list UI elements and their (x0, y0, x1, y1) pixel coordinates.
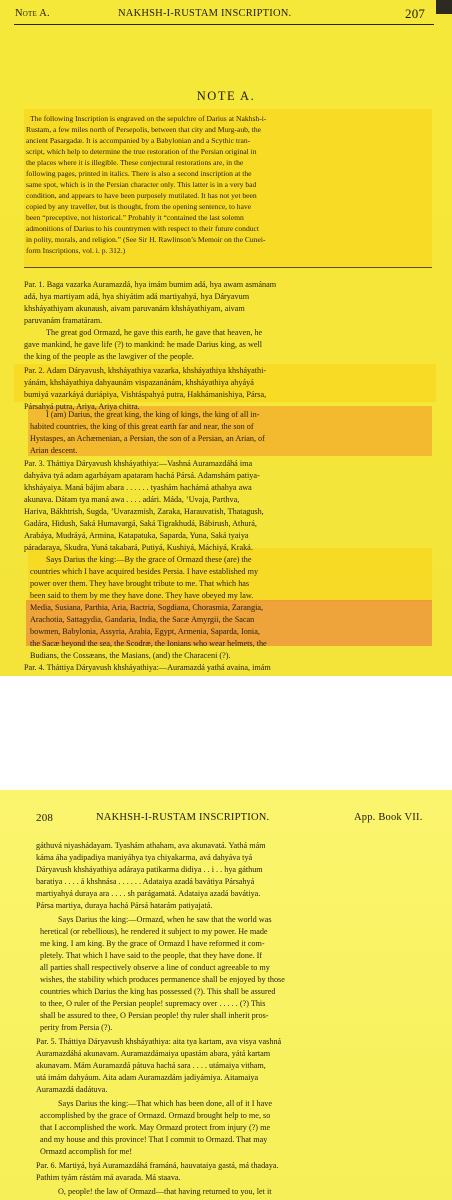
par5-line: Auramazdá dadátuva. (36, 1085, 108, 1094)
par3-line: akunava. Dátam tya maná awa . . . . adári. Máda, ’Uvaja, Parthva, (24, 495, 240, 504)
cont-translation-line: all parties shall respectively observe a line of conduct agreeable to my (40, 963, 270, 972)
par5-translation-line: that I accomplished the work. May Ormazd protect from injury (?) me (40, 1123, 271, 1132)
par3-translation-line: been said to them by me they have done. They have obeyed my law. (30, 591, 254, 600)
par5-line: akunavam. Mám Auramazdá pátuva hachá sara . . . . utámaiya vitham, (36, 1061, 266, 1070)
par5-translation-line: accomplished by the grace of Ormazd. Ormazd brought help to me, so (40, 1111, 271, 1120)
page-number: 207 (405, 6, 426, 21)
cont-translation-line: wishes, the stability which produces permanence shall be enjoyed by those (40, 975, 285, 984)
par1-translation-line: gave mankind, he gave life (?) to mankind: he made Darius king, as well (24, 340, 263, 349)
par3-translation-line: countries which I have acquired besides Persia. I have established my (30, 567, 259, 576)
intro-line: copied by any traveller, but is thought, from the opening sentence, to have (26, 202, 252, 211)
cont-translation-line: shall be assured to thee, O Persian people! thy ruler shall inherit pros- (40, 1011, 269, 1020)
cont-line: Dáryavush khsháyathiya adáraya patikarma didiya . . i . . hya gáthum (36, 865, 263, 874)
cont-translation-line: pletely. That which I have said to the people, that they have done. If (40, 951, 263, 960)
par3-line: khsháyaiya. Maná bájim abara . . . . . . tyashám hachámá athahya awa (24, 483, 252, 492)
intro-line: condition, and appears to have been purposely mutilated. It has not yet been (26, 191, 257, 200)
intro-line: admonitions of Darius to his countrymen with respect to their future conduct (26, 224, 260, 233)
running-header-title: NAKHSH-I-RUSTAM INSCRIPTION. (118, 8, 292, 19)
par4-line: Par. 4. Tháttiya Dáryavush khsháyathiya:—Auramazdá yathá avaina, imám (24, 663, 271, 672)
par2-line: yánám, khsháyathiya dahyaunám vispazanánám, khsháyathiya ahyáyá (24, 378, 254, 387)
separator-rule (24, 267, 432, 268)
cont-translation-line: heretical (or rebellious), he rendered it subject to my power. He made (40, 927, 268, 936)
par1-line: khsháyathiyam akunaush, aivam paruvanám khsháyathiyam, aivam (24, 304, 245, 313)
par6-line: Par. 6. Martiyá, hyá Auramazdáhá framáná, hauvataiya gastá, má thadaya. (36, 1161, 279, 1170)
page-number: 208 (36, 812, 54, 824)
running-header-title: NAKHSH-I-RUSTAM INSCRIPTION. (96, 812, 270, 823)
par5-line: Par. 5. Tháttiya Dáryavush khsháyathiya: aita tya kartam, ava visya vashná (36, 1037, 282, 1046)
par3-translation-line: bowmen, Babylonia, Assyria, Arabia, Egypt, Armenia, Saparda, Ionia, (30, 627, 260, 636)
par3-line: dahyáva tyá adam agarbáyam apataram hachá Pársá. Adamshám patiya- (24, 471, 260, 480)
par3-translation-line: Budians, the Cossæans, the Masians, (and) the Characeni (?). (30, 651, 231, 660)
cont-line: martiyahyá duraya ara . . . . sh parágamatá. Adataiya azadá bavátiya. (36, 889, 261, 898)
page-208 (0, 790, 452, 1200)
cont-line: gáthuvá niyashádayam. Tyashám athaham, ava akunavatá. Yathá mám (36, 841, 266, 850)
header-rule (14, 24, 434, 25)
intro-line: form Inscriptions, vol. i. p. 312.) (26, 246, 126, 255)
par3-translation-line: Media, Susiana, Parthia, Aria, Bactria, Sogdiana, Chorasmia, Zarangia, (30, 603, 264, 612)
cont-translation-line: me king. I am king. By the grace of Ormazd I have reformed it com- (40, 939, 265, 948)
par1-translation-line: the king of the people as the lawgiver of the people. (24, 352, 194, 361)
par3-translation-line: Says Darius the king:—By the grace of Ormazd these (are) the (46, 555, 252, 564)
intro-line: been “preceptive, not historical.” Probably it “contained the last solemn (26, 213, 244, 222)
par3-translation-line: power over them. They have brought tribute to me. That which has (30, 579, 250, 588)
par5-translation-line: Ormazd accomplish for me! (40, 1147, 133, 1156)
par6-translation-line: O, people! the law of Ormazd—that having returned to you, let it (58, 1187, 272, 1196)
page-gap (0, 676, 452, 790)
par2-translation-line: I (am) Darius, the great king, the king of kings, the king of all in- (46, 410, 260, 419)
cont-translation-line: Says Darius the king:—Ormazd, when he saw that the world was (58, 915, 272, 924)
intro-line: Rustam, a few miles north of Persepolis, between that city and Murg-aub, the (26, 125, 262, 134)
par5-line: utá imám dahyáum. Aita adam Auramazdám jadiyámiya. Aitamaiya (36, 1073, 259, 1082)
par3-line: páradaraya, Skudra, Yuná takabará, Putiyá, Kushiyá, Máchiyá, Kraká. (24, 543, 253, 552)
par2-line: Par. 2. Adam Dáryavush, khsháyathiya vazarka, khsháyathiya khsháyathi- (24, 366, 267, 375)
par1-line: adá, hya martiyam adá, hya shiyátim adá martiyahyá, hya Dáryavum (24, 292, 250, 301)
cont-translation-line: to thee, O ruler of the Persian people! supremacy over . . . . . (?) This (40, 999, 266, 1008)
par5-translation-line: and my house and this province! That I commit to Ormazd. That may (40, 1135, 268, 1144)
intro-line: in polity, morals, and religion.” (See Sir H. Rawlinson’s Memoir on the Cunei- (26, 235, 266, 244)
note-title: NOTE A. (196, 89, 256, 103)
cont-line: káma áha yadipadiya maniyáhya tya chiyakarma, avá dahyáva tyá (36, 853, 253, 862)
par3-line: Arabáya, Mudráyá, Armina, Katapatuka, Saparda, Yuna, Saká tyaiya (24, 531, 249, 540)
cont-line: Pársa martiya, duraya hachá Pársá hatarám patiyajatá. (36, 901, 213, 910)
intro-line: script, which help to determine the true restoration of the Persian original in (26, 147, 257, 156)
par3-line: Hariva, Bákhtrish, Sugda, ’Uvarazmish, Zaraka, Harauvatish, Thatagush, (24, 507, 264, 516)
running-header-right: App. Book VII. (354, 812, 423, 823)
intro-line: The following Inscription is engraved on the sepulchre of Darius at Nakhsh-i- (30, 114, 267, 123)
cont-line: baratiya . . . . á khshnása . . . . . . Adataiya azadá bavátiya Pársahyá (36, 877, 255, 886)
par2-translation-line: Arian descent. (30, 446, 78, 455)
par3-translation-line: the Sacæ beyond the sea, the Scodræ, the Ionians who wear helmets, the (30, 639, 267, 648)
par2-line: bumiyá vazarkáyá duriápiya, Vishtáspahyá putra, Hakhámanishiya, Pársa, (24, 390, 267, 399)
par1-translation-line: The great god Ormazd, he gave this earth, he gave that heaven, he (46, 328, 263, 337)
intro-line: ancient Pasargadæ. It is accompanied by a Babylonian and a Scythic tran- (26, 136, 251, 145)
scan-corner-shadow (436, 0, 452, 14)
par2-translation-line: habited countries, the king of this great earth far and near, the son of (30, 422, 254, 431)
par2-line: Pársahyá putra, Ariya, Ariya chitra. (24, 402, 140, 411)
par5-translation-line: Says Darius the king:—That which has been done, all of it I have (58, 1099, 272, 1108)
intro-line: the places where it is illegible. These conjectural restorations are, in the (26, 158, 244, 167)
par1-line: paruvanám framatáram. (24, 316, 103, 325)
par3-translation-line: Arachotia, Sattagydia, Gandaria, India, the Sacæ Amyrgii, the Sacan (30, 615, 255, 624)
par1-line: Par. 1. Baga vazarka Auramazdá, hya imám bumim adá, hya awam asmánam (24, 280, 277, 289)
par6-line: Pathim tyám rástám má avarada. Má staava. (36, 1173, 181, 1182)
intro-line: same spot, which is in the Persian character only. This latter is in a very bad (26, 180, 257, 189)
par2-translation-line: Hystaspes, an Achæmenian, a Persian, the son of a Persian, an Arian, of (30, 434, 265, 443)
running-header-left: Note A. (15, 8, 50, 19)
cont-translation-line: countries which Darius the king has possessed (?). This shall be assured (40, 987, 276, 996)
par3-line: Par. 3. Tháttiya Dáryavush khsháyathiya:—Vashná Auramazdáhá ima (24, 459, 253, 468)
par3-line: Gadára, Hidush, Saká Humavargá, Saká Tigrakhudá, Bábirush, Athurá, (24, 519, 257, 528)
cont-translation-line: perity from Persia (?). (40, 1023, 113, 1032)
par5-line: Auramazdáhá akunavam. Auramazdámaiya upastám abara, yátá kartam (36, 1049, 271, 1058)
intro-line: following pages, printed in italics. There is also a second inscription at the (26, 169, 252, 178)
